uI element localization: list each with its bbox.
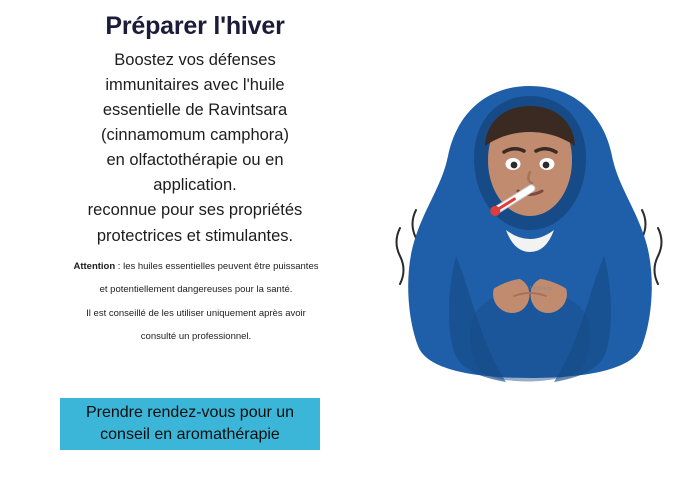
body-line: protectrices et stimulantes.: [96, 226, 294, 245]
warning-label: Attention: [73, 261, 116, 272]
illustration-credit: Vecteezy: [530, 286, 552, 292]
warning-note: [36, 255, 356, 348]
body-line: Boostez vos défenses: [114, 51, 276, 69]
warning-line-3: Il est conseillé de les utiliser uniquement après avoir: [86, 307, 306, 319]
body-line: reconnue pour ses propriétés: [87, 201, 303, 220]
warning-line-4: consulté un professionnel.: [140, 330, 252, 342]
warning-line-1: [36, 255, 356, 278]
cta-line-2: conseil en aromathérapie: [100, 426, 280, 443]
warning-line-text: : les huiles essentielles peuvent être puissantes: [115, 261, 319, 272]
illustration-person-with-blanket: [380, 60, 680, 400]
body-line: application.: [153, 176, 237, 195]
cta-line-1: Prendre rendez-vous pour un: [85, 404, 295, 422]
body-line: (cinnamomum camphora): [101, 126, 289, 145]
book-appointment-button[interactable]: [60, 398, 320, 450]
page-title: Préparer l'hiver: [105, 12, 285, 40]
body-line: en olfactothérapie ou en: [106, 151, 284, 170]
body-line: essentielle de Ravintsara: [102, 101, 288, 120]
warning-line-2: et potentiellement dangereuses pour la santé.: [99, 284, 293, 296]
body-line: immunitaires avec l'huile: [105, 76, 285, 95]
body-copy: [60, 48, 330, 249]
